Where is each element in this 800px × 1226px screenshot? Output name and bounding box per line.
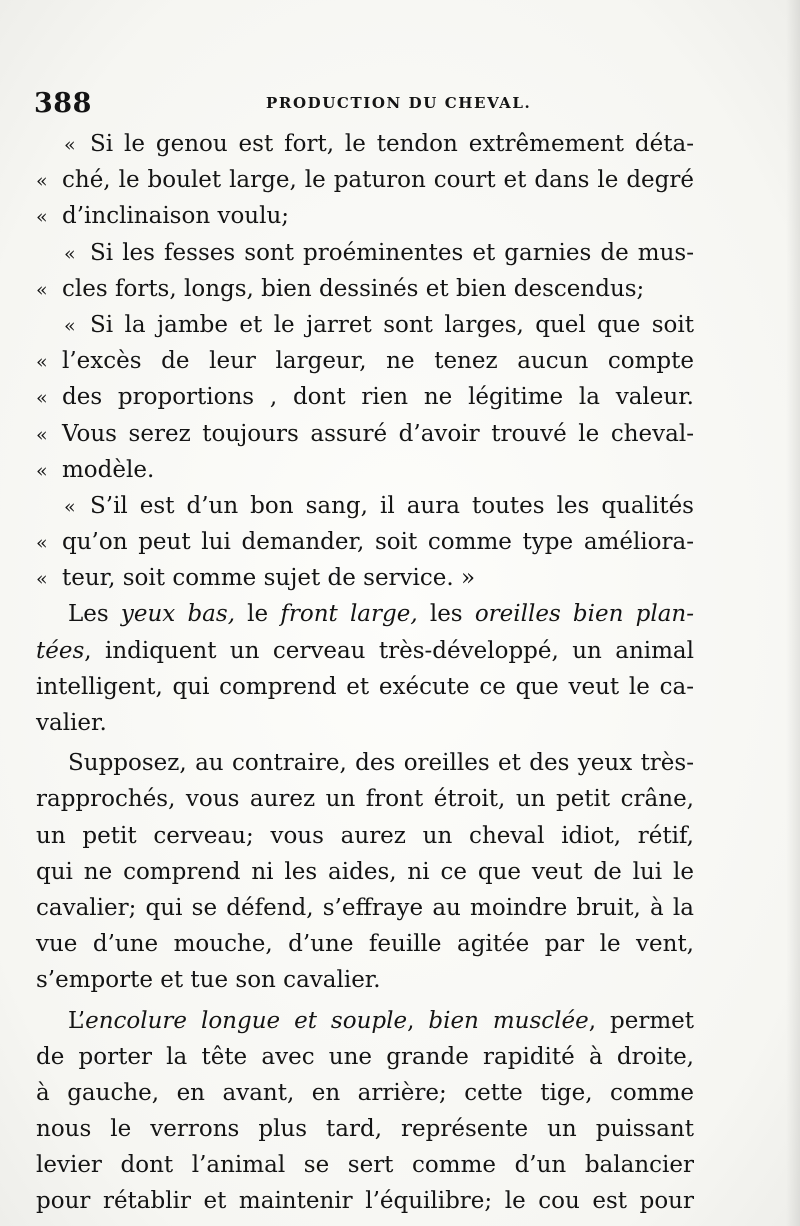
- paragraph-line: valier.: [36, 710, 107, 736]
- quote-line: « Si le genou est fort, le tendon extrêmement déta-: [64, 131, 694, 157]
- quote-line: « modèle.: [36, 456, 155, 483]
- page-edge-shadow: [786, 0, 800, 1226]
- quote-line: « Si la jambe et le jarret sont larges, quel que soit: [64, 311, 694, 338]
- quote-line: « teur, soit comme sujet de service. »: [36, 565, 476, 592]
- paragraph-line: vue d’une mouche, d’une feuille agitée par le vent,: [36, 931, 694, 958]
- paragraph-line: levier dont l’animal se sert comme d’un balancier: [36, 1152, 694, 1179]
- paragraph-line: cavalier; qui se défend, s’effraye au moindre bruit, à la: [36, 894, 694, 921]
- paragraph-line: nous le verrons plus tard, représente un puissant: [36, 1116, 694, 1143]
- body-text: [36, 126, 694, 1220]
- paragraph-line: L’encolure longue et souple, bien musclée, permet: [68, 1007, 694, 1034]
- paragraph-line: qui ne comprend ni les aides, ni ce que veut de lui le: [36, 858, 694, 885]
- running-title: PRODUCTION DU CHEVAL.: [266, 94, 532, 112]
- page-number: 388: [34, 88, 92, 119]
- paragraph-line: de porter la tête avec une grande rapidité à droite,: [36, 1043, 694, 1070]
- page-header: [34, 88, 694, 122]
- quote-line: « ché, le boulet large, le paturon court et dans le degré: [36, 167, 694, 194]
- paragraph-line: un petit cerveau; vous aurez un cheval idiot, rétif,: [36, 822, 694, 849]
- quote-line: « qu’on peut lui demander, soit comme type améliora-: [36, 529, 694, 556]
- paragraph-line: rapprochés, vous aurez un front étroit, un petit crâne,: [36, 786, 694, 813]
- quote-line: « des proportions , dont rien ne légitime la valeur.: [36, 384, 694, 411]
- quote-line: « Si les fesses sont proéminentes et garnies de mus-: [64, 239, 694, 266]
- quote-line: « l’excès de leur largeur, ne tenez aucun compte: [36, 348, 694, 375]
- paragraph-line: tées, indiquent un cerveau très-développé, un animal: [36, 637, 694, 664]
- paragraph-line: intelligent, qui comprend et exécute ce que veut le ca-: [36, 673, 694, 700]
- quote-line: « Vous serez toujours assuré d’avoir trouvé le cheval-: [36, 420, 694, 447]
- quote-line: « d’inclinaison voulu;: [36, 203, 290, 230]
- quote-line: « cles forts, longs, bien dessinés et bien descendus;: [36, 275, 645, 302]
- paragraph-line: Les yeux bas, le front large, les oreilles bien plan-: [68, 601, 694, 628]
- paragraph-line: à gauche, en avant, en arrière; cette tige, comme: [36, 1079, 694, 1106]
- paragraph-line: s’emporte et tue son cavalier.: [36, 967, 381, 994]
- quote-line: « S’il est d’un bon sang, il aura toutes les qualités: [64, 492, 694, 519]
- paragraph-line: pour rétablir et maintenir l’équilibre; le cou est pour: [36, 1188, 694, 1215]
- paragraph-line: Supposez, au contraire, des oreilles et des yeux très-: [68, 750, 694, 777]
